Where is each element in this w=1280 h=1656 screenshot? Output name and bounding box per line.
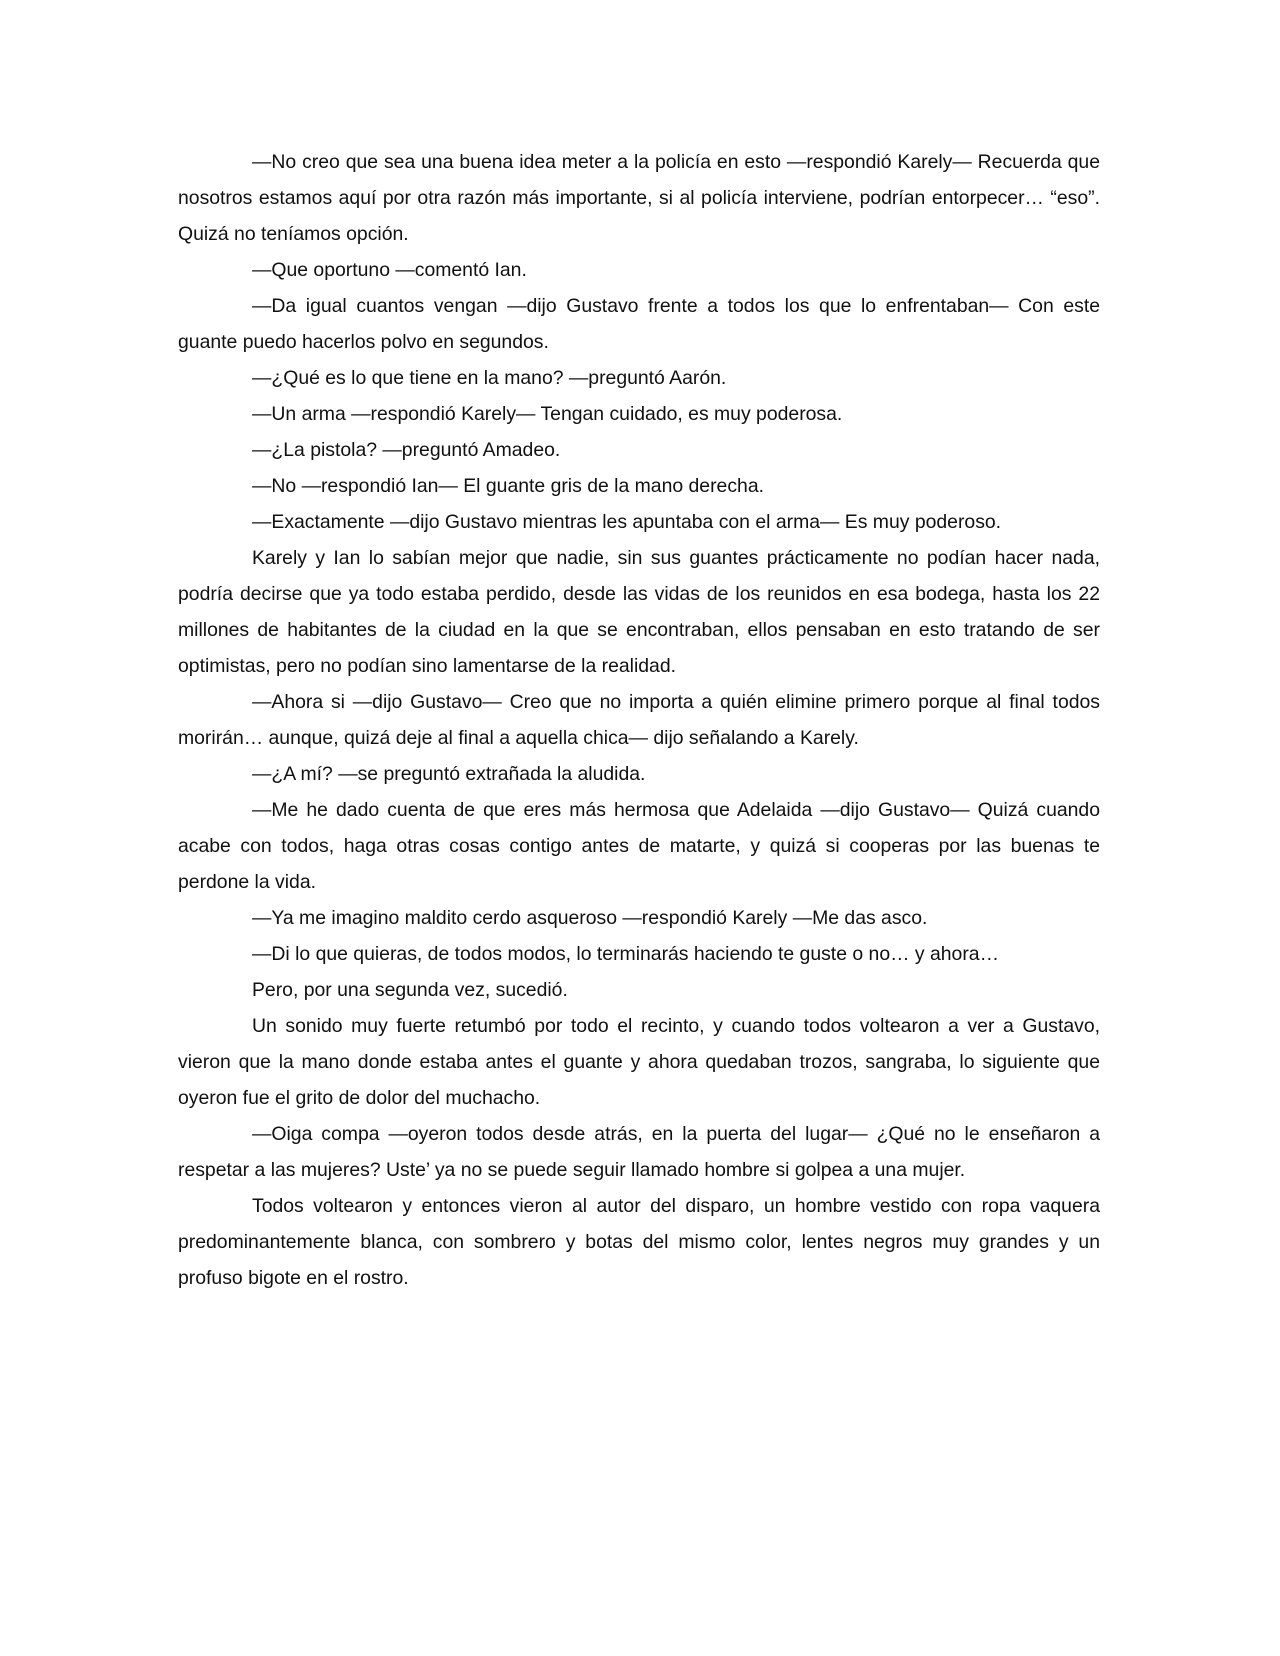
paragraph: —Oiga compa —oyeron todos desde atrás, en la puerta del lugar— ¿Qué no le enseñaron a respetar a las mujeres? Uste’ ya no se puede seguir llamado hombre si golpea a una mujer. <box>178 1123 1100 1181</box>
paragraph: —Ya me imagino maldito cerdo asqueroso —respondió Karely —Me das asco. <box>252 907 928 929</box>
body-text <box>178 144 1100 1296</box>
paragraph: —No creo que sea una buena idea meter a la policía en esto —respondió Karely— Recuerda que nosotros estamos aquí por otra razón más importante, si al policía interviene, podrían entorpecer… “eso”. Quizá no teníamos opción. <box>178 151 1100 245</box>
paragraph: Un sonido muy fuerte retumbó por todo el recinto, y cuando todos voltearon a ver a Gustavo, vieron que la mano donde estaba antes el guante y ahora quedaban trozos, sangraba, lo siguiente que oyeron fue el grito de dolor del muchacho. <box>178 1015 1100 1109</box>
paragraph: —¿Qué es lo que tiene en la mano? —preguntó Aarón. <box>252 367 727 389</box>
paragraph: —Ahora si —dijo Gustavo— Creo que no importa a quién elimine primero porque al final todos morirán… aunque, quizá deje al final a aquella chica— dijo señalando a Karely. <box>178 691 1100 749</box>
paragraph: —¿A mí? —se preguntó extrañada la aludida. <box>252 763 646 785</box>
paragraph: —Da igual cuantos vengan —dijo Gustavo frente a todos los que lo enfrentaban— Con este guante puedo hacerlos polvo en segundos. <box>178 295 1100 353</box>
paragraph: —Un arma —respondió Karely— Tengan cuidado, es muy poderosa. <box>252 403 843 425</box>
paragraph: —¿La pistola? —preguntó Amadeo. <box>252 439 561 461</box>
paragraph: —Me he dado cuenta de que eres más hermosa que Adelaida —dijo Gustavo— Quizá cuando acabe con todos, haga otras cosas contigo antes de matarte, y quizá si cooperas por las buenas te perdone la vida. <box>178 799 1100 893</box>
paragraph: Karely y Ian lo sabían mejor que nadie, sin sus guantes prácticamente no podían hacer nada, podría decirse que ya todo estaba perdido, desde las vidas de los reunidos en esa bodega, hasta los 22 millones de habitantes de la ciudad en la que se encontraban, ellos pensaban en esto tratando de ser optimistas, pero no podían sino lamentarse de la realidad. <box>178 547 1100 677</box>
paragraph: —Exactamente —dijo Gustavo mientras les apuntaba con el arma— Es muy poderoso. <box>252 511 1002 533</box>
paragraph: Todos voltearon y entonces vieron al autor del disparo, un hombre vestido con ropa vaquera predominantemente blanca, con sombrero y botas del mismo color, lentes negros muy grandes y un profuso bigote en el rostro. <box>178 1195 1100 1289</box>
paragraph: —No —respondió Ian— El guante gris de la mano derecha. <box>252 475 764 497</box>
paragraph: —Que oportuno —comentó Ian. <box>252 259 527 281</box>
paragraph: Pero, por una segunda vez, sucedió. <box>252 979 568 1001</box>
paragraph: —Di lo que quieras, de todos modos, lo terminarás haciendo te guste o no… y ahora… <box>252 943 999 965</box>
